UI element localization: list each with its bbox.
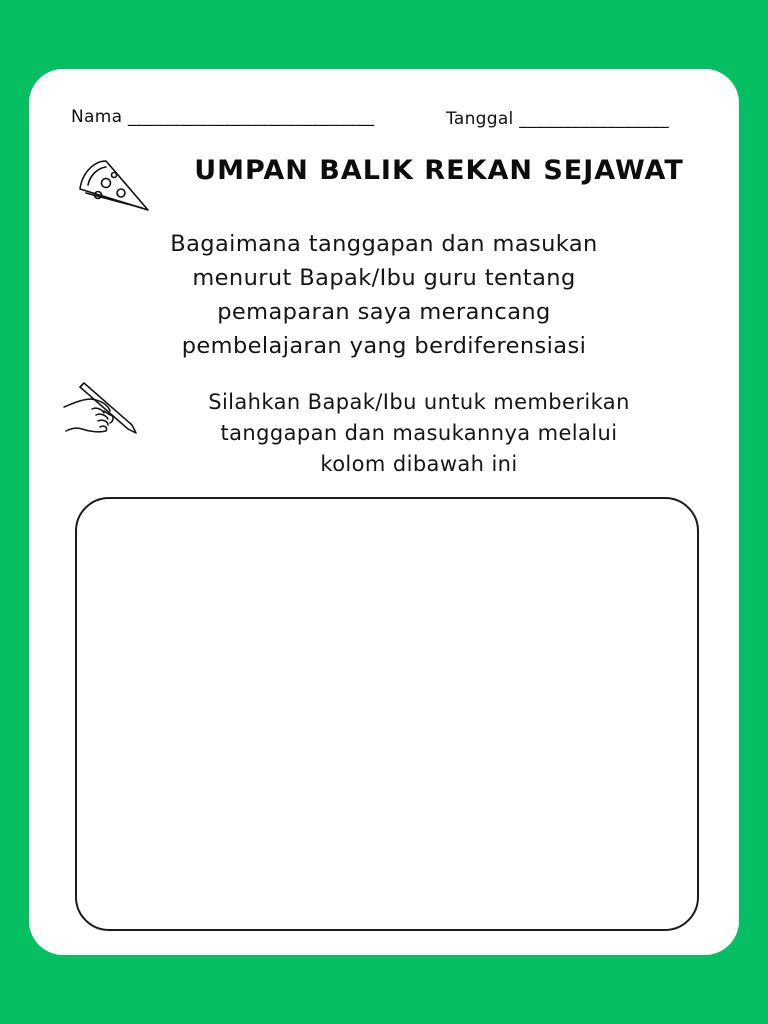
hand-writing-icon — [62, 377, 138, 437]
date-field-label: Tanggal _________________ — [446, 109, 669, 129]
worksheet-card — [29, 69, 739, 955]
feedback-answer-box[interactable] — [75, 497, 699, 931]
page-title: UMPAN BALIK REKAN SEJAWAT — [194, 155, 684, 186]
question-text: Bagaimana tanggapan dan masukan menurut Bapak/Ibu guru tentang pemaparan saya merancang pembelajaran yang berdiferensiasi — [170, 231, 598, 359]
instruction-text: Silahkan Bapak/Ibu untuk memberikan tanggapan dan masukannya melalui kolom dibawah ini — [208, 390, 630, 476]
name-field-label: Nama ____________________________ — [71, 107, 375, 127]
